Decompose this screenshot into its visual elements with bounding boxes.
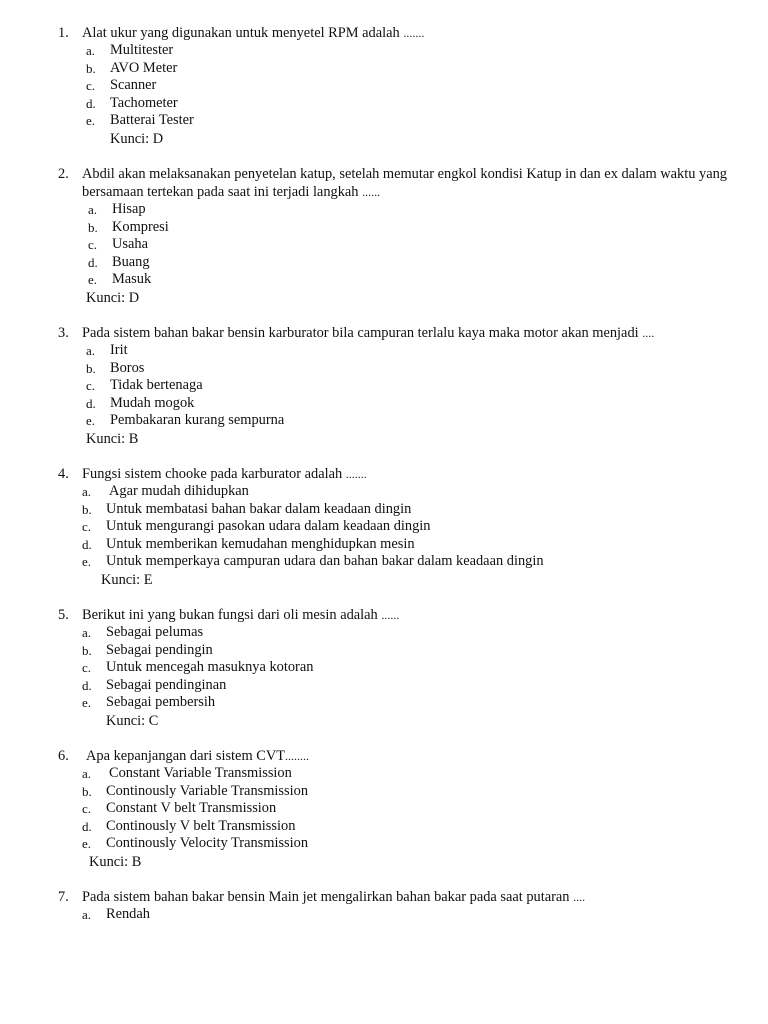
option-letter: d. — [88, 254, 98, 270]
option-text: Tachometer — [110, 94, 178, 111]
option-text: Untuk memberikan kemudahan menghidupkan mesin — [106, 535, 415, 552]
option-c — [82, 659, 728, 677]
option-letter: b. — [82, 501, 92, 517]
option-d — [86, 395, 728, 413]
option-a — [82, 483, 728, 501]
question-7 — [58, 888, 728, 924]
answer-blank: .... — [573, 890, 586, 904]
option-text: Sebagai pelumas — [106, 624, 204, 640]
option-a — [82, 906, 728, 924]
option-b — [82, 501, 728, 519]
option-letter: c. — [82, 801, 92, 816]
options-list — [88, 201, 728, 289]
option-b — [82, 642, 728, 660]
option-e — [86, 412, 728, 430]
answer-blank: ...... — [362, 185, 381, 199]
option-text: Untuk mengurangi pasokan udara dalam keadaan dingin — [106, 518, 431, 534]
question-text: Pada sistem bahan bakar bensin Main jet mengalirkan bahan bakar pada saat putaran — [82, 889, 570, 905]
option-d — [82, 677, 728, 695]
question-number: 4. — [58, 466, 69, 482]
option-letter: a. — [86, 43, 96, 58]
option-letter: a. — [82, 484, 92, 499]
question-stem — [58, 324, 728, 342]
option-letter: e. — [82, 836, 92, 851]
option-text: Usaha — [112, 236, 148, 252]
option-e — [82, 835, 728, 853]
option-letter: e. — [88, 272, 98, 287]
options-list — [82, 906, 728, 924]
option-letter: e. — [86, 413, 96, 428]
question-number: 1. — [58, 25, 69, 41]
answer-key: Kunci: B — [86, 430, 139, 447]
option-text: Kompresi — [112, 218, 169, 235]
option-text: Irit — [110, 342, 128, 358]
answer-key: Kunci: D — [110, 130, 164, 147]
option-text: Tidak bertenaga — [110, 377, 203, 393]
option-text: Continously Velocity Transmission — [106, 835, 309, 851]
option-letter: c. — [86, 78, 96, 93]
option-letter: e. — [82, 695, 92, 710]
option-e — [86, 112, 728, 130]
option-b — [82, 783, 728, 801]
answer-blank: ...... — [381, 608, 400, 622]
option-d — [86, 95, 728, 113]
option-text: Agar mudah dihidupkan — [109, 483, 249, 499]
option-text: Constant Variable Transmission — [109, 765, 292, 781]
option-text: Sebagai pembersih — [106, 694, 216, 710]
option-letter: b. — [86, 360, 96, 376]
option-text: Mudah mogok — [110, 394, 195, 411]
option-letter: b. — [88, 219, 98, 235]
option-text: Scanner — [110, 77, 157, 93]
option-letter: e. — [82, 554, 92, 569]
option-letter: a. — [82, 907, 92, 922]
option-text: Hisap — [112, 201, 146, 217]
option-a — [82, 765, 728, 783]
question-number: 3. — [58, 325, 69, 341]
option-letter: d. — [82, 818, 92, 834]
option-c — [86, 377, 728, 395]
question-text: Pada sistem bahan bakar bensin karburator bila campuran terlalu kaya maka motor akan menjadi — [82, 325, 639, 341]
question-stem — [58, 165, 728, 201]
option-e — [88, 271, 728, 289]
option-text: Buang — [112, 253, 150, 270]
answer-blank: ........ — [285, 749, 310, 763]
option-b — [88, 219, 728, 237]
question-3 — [58, 324, 728, 448]
question-stem — [58, 465, 728, 483]
option-text: Continously V belt Transmission — [106, 817, 296, 834]
answer-key: Kunci: D — [86, 289, 140, 306]
question-number: 5. — [58, 607, 69, 623]
question-text: Abdil akan melaksanakan penyetelan katup, setelah memutar engkol kondisi Katup in dan ex dalam waktu yang bersamaan tertekan pada saat ini terjadi langkah — [82, 166, 727, 200]
option-text: Constant V belt Transmission — [106, 800, 277, 816]
option-letter: b. — [86, 60, 96, 76]
question-number: 2. — [58, 166, 69, 182]
question-6 — [58, 747, 728, 871]
option-d — [82, 536, 728, 554]
option-text: Untuk membatasi bahan bakar dalam keadaan dingin — [106, 500, 412, 517]
question-stem — [58, 747, 728, 765]
question-text: Alat ukur yang digunakan untuk menyetel RPM adalah — [82, 25, 400, 41]
question-1 — [58, 24, 728, 148]
option-text: Sebagai pendingin — [106, 641, 213, 658]
option-letter: d. — [86, 395, 96, 411]
options-list — [86, 42, 728, 130]
answer-key: Kunci: B — [89, 853, 142, 870]
option-letter: b. — [82, 642, 92, 658]
option-text: Sebagai pendinginan — [106, 676, 227, 693]
option-text: Boros — [110, 359, 145, 376]
option-letter: c. — [86, 378, 96, 393]
answer-key: Kunci: E — [101, 571, 153, 588]
option-c — [82, 800, 728, 818]
answer-blank: ....... — [403, 26, 425, 40]
option-letter: a. — [86, 343, 96, 358]
option-b — [86, 60, 728, 78]
question-text: Berikut ini yang bukan fungsi dari oli mesin adalah — [82, 607, 378, 623]
options-list — [82, 483, 728, 571]
option-a — [86, 42, 728, 60]
option-text: Untuk memperkaya campuran udara dan bahan bakar dalam keadaan dingin — [106, 553, 544, 569]
question-text: Apa kepanjangan dari sistem CVT — [86, 748, 286, 764]
option-b — [86, 360, 728, 378]
option-e — [82, 553, 728, 571]
option-text: Continously Variable Transmission — [106, 782, 309, 799]
option-a — [86, 342, 728, 360]
option-text: Pembakaran kurang sempurna — [110, 412, 285, 428]
option-letter: c. — [88, 237, 98, 252]
option-d — [82, 818, 728, 836]
option-c — [88, 236, 728, 254]
option-letter: a. — [88, 202, 98, 217]
option-letter: c. — [82, 519, 92, 534]
question-text: Fungsi sistem chooke pada karburator adalah — [82, 466, 343, 482]
option-text: Batterai Tester — [110, 112, 194, 128]
question-number: 7. — [58, 889, 69, 905]
option-letter: b. — [82, 783, 92, 799]
options-list — [82, 624, 728, 712]
option-e — [82, 694, 728, 712]
options-list — [82, 765, 728, 853]
question-2 — [58, 165, 728, 307]
option-letter: a. — [82, 766, 92, 781]
option-letter: e. — [86, 113, 96, 128]
question-4 — [58, 465, 728, 589]
answer-blank: ....... — [345, 467, 367, 481]
question-number: 6. — [58, 748, 69, 764]
option-text: Rendah — [106, 906, 150, 922]
answer-key: Kunci: C — [106, 712, 159, 729]
option-letter: d. — [82, 536, 92, 552]
option-text: Multitester — [110, 42, 174, 58]
option-letter: c. — [82, 660, 92, 675]
option-c — [82, 518, 728, 536]
answer-blank: .... — [642, 326, 655, 340]
option-a — [88, 201, 728, 219]
question-stem — [58, 24, 728, 42]
option-text: Masuk — [112, 271, 152, 287]
option-text: AVO Meter — [110, 59, 178, 76]
question-5 — [58, 606, 728, 730]
option-d — [88, 254, 728, 272]
question-stem — [58, 606, 728, 624]
options-list — [86, 342, 728, 430]
option-a — [82, 624, 728, 642]
option-letter: d. — [86, 95, 96, 111]
option-letter: a. — [82, 625, 92, 640]
option-letter: d. — [82, 677, 92, 693]
option-text: Untuk mencegah masuknya kotoran — [106, 659, 314, 675]
option-c — [86, 77, 728, 95]
question-stem — [58, 888, 728, 906]
